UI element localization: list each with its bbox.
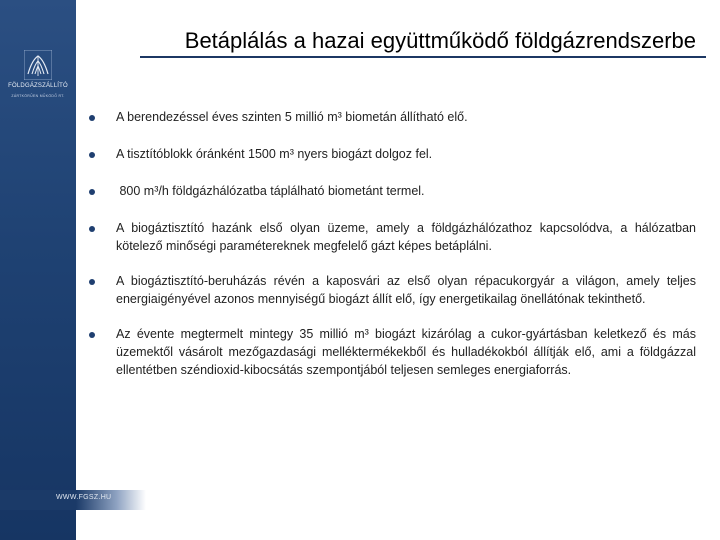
- bullet-item: [86, 108, 696, 126]
- bullet-item: [86, 145, 696, 163]
- bullet-dot-icon: [89, 279, 95, 285]
- gas-flame-logo-icon: [24, 50, 52, 80]
- bullet-dot-icon: [89, 332, 95, 338]
- slide-title: Betáplálás a hazai együttműködő földgázrendszerbe: [184, 28, 696, 53]
- bullet-list: [86, 108, 696, 379]
- bullet-text: A berendezéssel éves szinten 5 millió m³ biometán állítható elő.: [116, 110, 468, 124]
- bullet-item: [86, 325, 696, 379]
- footer-url: WWW.FGSZ.HU: [56, 494, 112, 501]
- company-logo: [6, 50, 70, 110]
- bullet-text: Az évente megtermelt mintegy 35 millió m³ biogázt kizárólag a cukor-gyártásban keletkező és más üzemektől vásárolt mezőgazdasági melléktermékekből és hulladékokból állítják elő, ami a földgázzal ellentétben széndioxid-kibocsátás szempontjából teljesen semleges energiaforrás.: [116, 327, 696, 377]
- bullet-text: A biogáztisztító-beruházás révén a kaposvári az első olyan répacukorgyár a világon, amely teljes energiaigényével azonos mennyiségű biogázt állít elő, így energetikailag önellátónak tekinthető.: [116, 274, 696, 306]
- bullet-dot-icon: [89, 189, 95, 195]
- bullet-text: A tisztítóblokk óránként 1500 m³ nyers biogázt dolgoz fel.: [116, 147, 433, 161]
- bullet-item: [86, 272, 696, 308]
- logo-wordmark: FÖLDGÁZSZÁLLÍTÓ: [8, 83, 68, 89]
- bullet-item: [86, 219, 696, 255]
- title-underline: [140, 56, 706, 58]
- bullet-text: 800 m³/h földgázhálózatba táplálható biometánt termel.: [116, 184, 425, 198]
- bullet-dot-icon: [89, 115, 95, 121]
- bullet-dot-icon: [89, 152, 95, 158]
- bullet-item: [86, 182, 696, 200]
- logo-subtitle: ZÁRTKÖRŰEN MŰKÖDŐ RT.: [11, 94, 65, 98]
- bullet-text: A biogáztisztító hazánk első olyan üzeme, amely a földgázhálózathoz kapcsolódva, a hálózatban kötelező minőségi paramétereknek megfelelő gázt képes betáplálni.: [116, 221, 696, 253]
- bullet-dot-icon: [89, 226, 95, 232]
- left-sidebar-band: [0, 0, 76, 540]
